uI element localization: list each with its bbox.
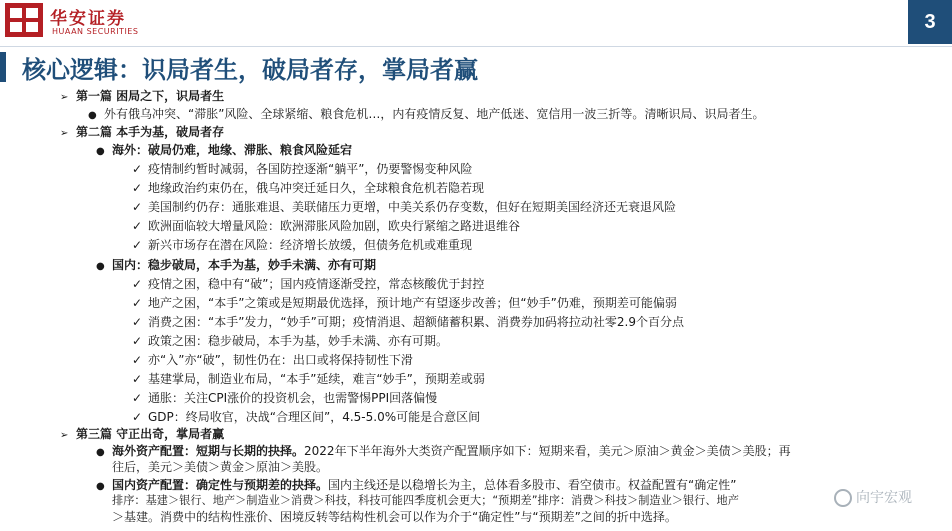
- huaan-logo-icon: [4, 2, 44, 38]
- domestic-allocation-text: 国内主线还是以稳增长为主，总体看多股市、看空债市。权益配置有“确定性”: [328, 478, 737, 492]
- wechat-icon: [834, 489, 852, 507]
- check-icon: ✓: [132, 410, 143, 424]
- list-item: [132, 352, 413, 368]
- list-item-text: 欧洲面临较大增量风险：欧洲滞胀风险加剧，欧央行紧缩之路进退维谷: [148, 219, 521, 233]
- check-icon: ✓: [132, 238, 143, 252]
- check-icon: ✓: [132, 391, 143, 405]
- section-1-bullet-text: 外有俄乌冲突、“滞胀”风险、全球紧缩、粮食危机…，内有疫情反复、地产低迷、宽信用一波三折等。清晰识局、识局者生。: [104, 107, 765, 121]
- list-item: [132, 390, 437, 406]
- check-icon: ✓: [132, 372, 143, 386]
- list-item-text: 政策之困：稳步破局，本手为基，妙手未满、亦有可期。: [148, 334, 449, 348]
- arrow-bullet-icon: ➢: [60, 92, 69, 103]
- list-item: [132, 237, 472, 253]
- dot-bullet-icon: ●: [96, 481, 105, 492]
- page-number-badge: 3: [908, 0, 952, 44]
- check-icon: ✓: [132, 219, 143, 233]
- section-1-heading: [60, 88, 224, 106]
- list-item: [132, 218, 520, 234]
- overseas-allocation-label: 海外资产配置：: [112, 444, 197, 458]
- overseas-subheading: [96, 142, 352, 160]
- overseas-allocation-cont: 往后，美元＞美债＞黄金＞原油＞美股。: [112, 460, 329, 474]
- section-2-heading-text: 第二篇 本手为基，破局者存: [76, 125, 225, 139]
- title-accent-bar: [0, 52, 6, 82]
- dot-bullet-icon: ●: [96, 261, 105, 272]
- list-item-text: 地产之困，“本手”之策或是短期最优选择，预计地产有望逐步改善；但“妙手”仍难，预期差可能偏弱: [148, 296, 677, 310]
- check-icon: ✓: [132, 200, 143, 214]
- domestic-allocation-cont-2: ＞基建。消费中的结构性涨价、困境反转等结构性机会可以作为介于“确定性”与“预期差”之间的折中选择。: [112, 510, 677, 524]
- list-item: [132, 180, 484, 196]
- list-item-text: 地缘政治约束仍在，俄乌冲突迁延日久，全球粮食危机若隐若现: [148, 181, 485, 195]
- slide-title: 核心逻辑：识局者生，破局者存，掌局者赢: [22, 56, 478, 84]
- list-item-text: GDP：终局收官，决战“合理区间”，4.5-5.0%可能是合意区间: [148, 410, 481, 424]
- check-icon: ✓: [132, 296, 143, 310]
- dot-bullet-icon: ●: [96, 146, 105, 157]
- dot-bullet-icon: ●: [96, 447, 105, 458]
- list-item: [132, 295, 677, 311]
- arrow-bullet-icon: ➢: [60, 430, 69, 441]
- overseas-subheading-text: 海外：破局仍难，地缘、滞胀、粮食风险延宕: [112, 143, 353, 157]
- list-item: [132, 409, 480, 425]
- list-item-text: 新兴市场存在潜在风险：经济增长放缓，但债务危机或难重现: [148, 238, 473, 252]
- check-icon: ✓: [132, 334, 143, 348]
- section-1-heading-text: 第一篇 困局之下，识局者生: [76, 89, 225, 103]
- list-item-text: 通胀：关注CPI涨价的投资机会，也需警惕PPI回落偏慢: [148, 391, 438, 405]
- check-icon: ✓: [132, 315, 143, 329]
- header: [0, 0, 952, 44]
- section-1-bullet: [88, 106, 764, 124]
- check-icon: ✓: [132, 277, 143, 291]
- list-item-text: 消费之困：“本手”发力，“妙手”可期；疫情消退、超额储蓄积累、消费券加码将拉动社零2.9个百分点: [148, 315, 684, 329]
- list-item-text: 疫情之困，稳中有“破”；国内疫情逐渐受控，常态核酸优于封控: [148, 277, 485, 291]
- list-item-text: 美国制约仍存：通胀难退、美联储压力更增，中美关系仍存变数，但好在短期美国经济还无衰退风险: [148, 200, 677, 214]
- arrow-bullet-icon: ➢: [60, 128, 69, 139]
- check-icon: ✓: [132, 162, 143, 176]
- list-item-text: 基建掌局，制造业布局，“本手”延续，难言“妙手”，预期差或弱: [148, 372, 485, 386]
- list-item: [132, 333, 448, 349]
- list-item: [132, 161, 472, 177]
- domestic-subheading: [96, 257, 376, 275]
- section-3-heading: [60, 426, 224, 444]
- list-item: [132, 371, 485, 387]
- watermark: [834, 487, 912, 507]
- header-divider: [0, 46, 952, 47]
- list-item-text: 亦“入”亦“破”，韧性仍在：出口或将保持韧性下滑: [148, 353, 413, 367]
- section-2-heading: [60, 124, 224, 142]
- dot-bullet-icon: ●: [88, 110, 97, 121]
- section-3-heading-text: 第三篇 守正出奇，掌局者赢: [76, 427, 225, 441]
- overseas-allocation-bold: 短期与长期的抉择。: [196, 444, 305, 458]
- domestic-allocation-cont-1: 排序：基建＞银行、地产＞制造业＞消费＞科技，科技可能四季度机会更大；“预期差”排序：消费＞科技＞制造业＞银行、地产: [112, 494, 739, 507]
- domestic-allocation-label: 国内资产配置：: [112, 478, 197, 492]
- list-item: [132, 314, 684, 330]
- check-icon: ✓: [132, 181, 143, 195]
- check-icon: ✓: [132, 353, 143, 367]
- domestic-allocation-bold: 确定性与预期差的抉择。: [196, 478, 329, 492]
- logo-text-cn: 华安证券: [50, 9, 126, 29]
- list-item: [132, 276, 484, 292]
- watermark-text: 向宇宏观: [856, 490, 912, 506]
- domestic-subheading-text: 国内：稳步破局，本手为基，妙手未满、亦有可期: [112, 258, 377, 272]
- list-item: [132, 199, 676, 215]
- list-item-text: 疫情制约暂时减弱，各国防控逐渐“躺平”，仍要警惕变种风险: [148, 162, 473, 176]
- overseas-allocation-text: 2022年下半年海外大类资产配置顺序如下：短期来看，美元＞原油＞黄金＞美债＞美股；再: [304, 444, 791, 458]
- logo-text-en: HUAAN SECURITIES: [52, 27, 139, 36]
